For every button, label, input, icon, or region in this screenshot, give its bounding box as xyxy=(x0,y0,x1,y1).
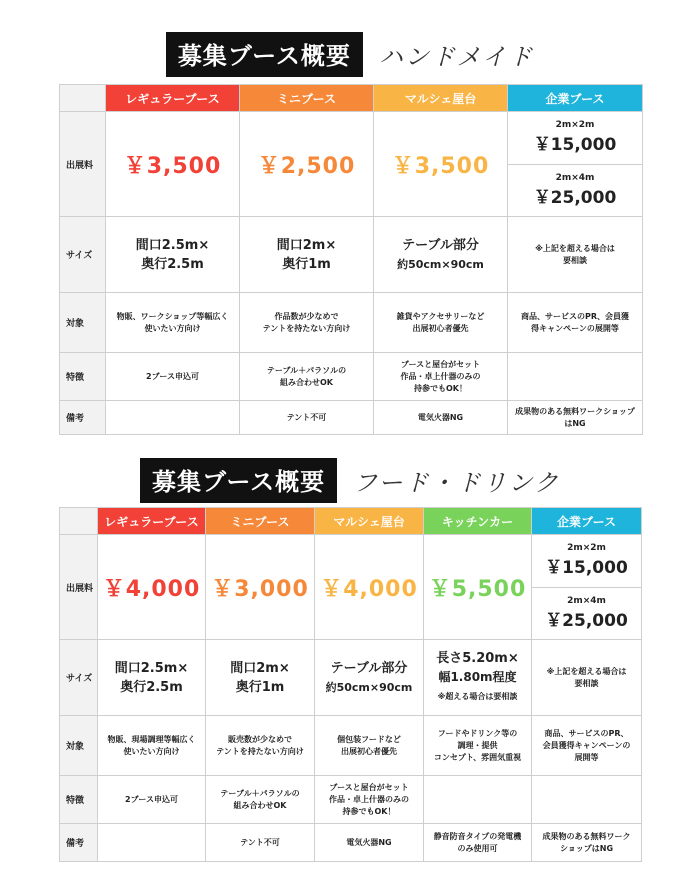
target-corp-line1: 商品、サービスのPR、会員獲 xyxy=(520,311,630,321)
feature-mini-line1: テーブル＋パラソルの xyxy=(266,365,347,375)
target-kitchen-line2: 調理・提供 xyxy=(457,740,498,750)
notes-mini: テント不可 xyxy=(286,412,327,422)
food-title-sub: フード・ドリンク xyxy=(353,469,560,497)
target-marche-line2: 出展初心者優先 xyxy=(412,323,469,333)
target-corp-line3: 展開等 xyxy=(574,752,599,762)
size-marche-line1: テーブル部分 xyxy=(402,237,479,253)
header-marche-stall: マルシェ屋台 xyxy=(374,85,508,112)
feature-marche-line3: 持参でもOK！ xyxy=(414,383,467,393)
header-corporate-booth: 企業ブース xyxy=(508,85,643,112)
size-mini-line1: 間口2m× xyxy=(276,237,337,253)
size-corp-line1: ※上記を超える場合は xyxy=(546,666,627,676)
size-regular-line1: 間口2.5m× xyxy=(114,660,189,676)
table-corner xyxy=(60,85,106,112)
corp-price-large: ￥25,000 xyxy=(533,187,617,208)
row-label-size: サイズ xyxy=(60,217,106,293)
header-regular-booth: レギュラーブース xyxy=(106,85,240,112)
size-mini-line1: 間口2m× xyxy=(230,660,290,676)
price-regular: ￥4,000 xyxy=(102,576,201,602)
size-regular-line2: 奥行2.5m xyxy=(120,679,183,695)
food-title-main: 募集ブース概要 xyxy=(140,458,337,503)
handmade-section-title xyxy=(0,32,700,77)
feature-mini-line1: テーブル＋パラソルの xyxy=(220,788,300,798)
notes-corp-line2: はNG xyxy=(564,418,586,428)
row-label-feature: 特徴 xyxy=(60,353,106,401)
corp-size-small: 2m×2m xyxy=(567,543,606,554)
target-corp-line1: 商品、サービスのPR、 xyxy=(544,728,629,738)
size-mini-line2: 奥行1m xyxy=(235,679,285,695)
corp-size-small: 2m×2m xyxy=(555,120,595,131)
target-marche-line1: 個包装フードなど xyxy=(337,734,401,744)
target-kitchen-line1: フードやドリンク等の xyxy=(437,728,518,738)
price-kitchen-car: ￥5,500 xyxy=(428,576,527,602)
size-kitchen-line3: ※超える場合は要相談 xyxy=(437,692,518,701)
target-regular-line2: 使いたい方向け xyxy=(144,323,201,333)
table-corner xyxy=(60,508,98,535)
price-marche: ￥3,500 xyxy=(391,153,490,179)
notes-corp-line1: 成果物のある無料ワークショップ xyxy=(515,406,635,416)
size-marche-line2: 約50cm×90cm xyxy=(397,257,484,271)
size-corp-line2: 要相談 xyxy=(574,678,599,688)
row-label-fee: 出展料 xyxy=(60,112,106,217)
price-marche: ￥4,000 xyxy=(320,576,418,602)
notes-marche: 電気火器NG xyxy=(346,837,392,847)
header-regular-booth: レギュラーブース xyxy=(98,508,206,535)
feature-mini-line2: 組み合わせOK xyxy=(280,377,333,387)
notes-kitchen-line1: 静音防音タイプの発電機 xyxy=(433,831,522,841)
size-marche-line2: 約50cm×90cm xyxy=(325,680,413,694)
row-label-notes: 備考 xyxy=(60,401,106,435)
row-label-feature: 特徴 xyxy=(60,776,98,824)
notes-corp-line2: ショップはNG xyxy=(559,843,614,853)
price-mini: ￥3,000 xyxy=(211,576,309,602)
feature-marche-line3: 持参でもOK！ xyxy=(342,806,396,816)
handmade-title-sub: ハンドメイド xyxy=(378,43,535,71)
size-corp-line2: 要相談 xyxy=(563,255,587,265)
row-label-target: 対象 xyxy=(60,293,106,353)
target-corp-line2: 会員獲得キャンペーンの xyxy=(542,740,631,750)
feature-marche-line1: ブースと屋台がセット xyxy=(329,782,409,792)
target-marche-line1: 雑貨やアクセサリーなど xyxy=(396,311,485,321)
handmade-title-main: 募集ブース概要 xyxy=(166,32,363,77)
corporate-price-group xyxy=(508,112,642,216)
price-mini: ￥2,500 xyxy=(257,153,356,179)
target-regular-line2: 使いたい方向け xyxy=(123,746,180,756)
corporate-price-group xyxy=(532,535,641,639)
feature-marche-line2: 作品・卓上什器のみの xyxy=(400,371,481,381)
notes-marche: 電気火器NG xyxy=(417,412,464,422)
header-kitchen-car: キッチンカー xyxy=(424,508,532,535)
header-marche-stall: マルシェ屋台 xyxy=(315,508,424,535)
target-regular-line1: 物販、現場調理等幅広く xyxy=(107,734,196,744)
target-kitchen-line3: コンセプト、雰囲気重視 xyxy=(433,752,522,762)
size-regular-line2: 奥行2.5m xyxy=(141,256,204,272)
row-label-fee: 出展料 xyxy=(60,535,98,640)
size-regular-line1: 間口2.5m× xyxy=(135,237,210,253)
target-mini-line1: 作品数が少なめで xyxy=(274,311,339,321)
target-mini-line2: テントを持たない方向け xyxy=(216,746,304,756)
target-corp-line2: 得キャンペーンの展開等 xyxy=(531,323,619,333)
target-mini-line1: 販売数が少なめで xyxy=(228,734,292,744)
size-kitchen-line1: 長さ5.20m× xyxy=(436,651,519,666)
row-label-notes: 備考 xyxy=(60,824,98,862)
size-marche-line1: テーブル部分 xyxy=(330,660,408,676)
notes-corp-line1: 成果物のある無料ワーク xyxy=(542,831,631,841)
feature-marche-line2: 作品・卓上什器のみの xyxy=(329,794,409,804)
corp-price-small: ￥15,000 xyxy=(545,558,628,579)
size-kitchen-line2: 幅1.80m程度 xyxy=(438,670,517,684)
feature-mini-line2: 組み合わせOK xyxy=(233,800,287,810)
header-mini-booth: ミニブース xyxy=(206,508,315,535)
handmade-fee-table xyxy=(59,84,643,435)
feature-regular: 2ブース申込可 xyxy=(146,371,199,381)
size-mini-line2: 奥行1m xyxy=(282,256,331,272)
food-section-title xyxy=(0,458,700,503)
row-label-target: 対象 xyxy=(60,716,98,776)
corp-size-large: 2m×4m xyxy=(567,595,606,606)
notes-kitchen-line2: のみ使用可 xyxy=(457,843,498,853)
food-fee-table xyxy=(59,507,642,862)
header-mini-booth: ミニブース xyxy=(240,85,374,112)
notes-mini: テント不可 xyxy=(240,837,280,847)
target-regular-line1: 物販、ワークショップ等幅広く xyxy=(116,311,229,321)
corp-size-large: 2m×4m xyxy=(555,172,595,183)
target-marche-line2: 出展初心者優先 xyxy=(341,746,397,756)
target-mini-line2: テントを持たない方向け xyxy=(262,323,351,333)
corp-price-small: ￥15,000 xyxy=(533,135,617,156)
row-label-size: サイズ xyxy=(60,640,98,716)
header-corporate-booth: 企業ブース xyxy=(532,508,642,535)
feature-marche-line1: ブースと屋台がセット xyxy=(400,359,481,369)
size-corp-line1: ※上記を超える場合は xyxy=(535,243,615,253)
feature-regular: 2ブース申込可 xyxy=(125,794,178,804)
price-regular: ￥3,500 xyxy=(123,153,222,179)
corp-price-large: ￥25,000 xyxy=(545,610,628,631)
